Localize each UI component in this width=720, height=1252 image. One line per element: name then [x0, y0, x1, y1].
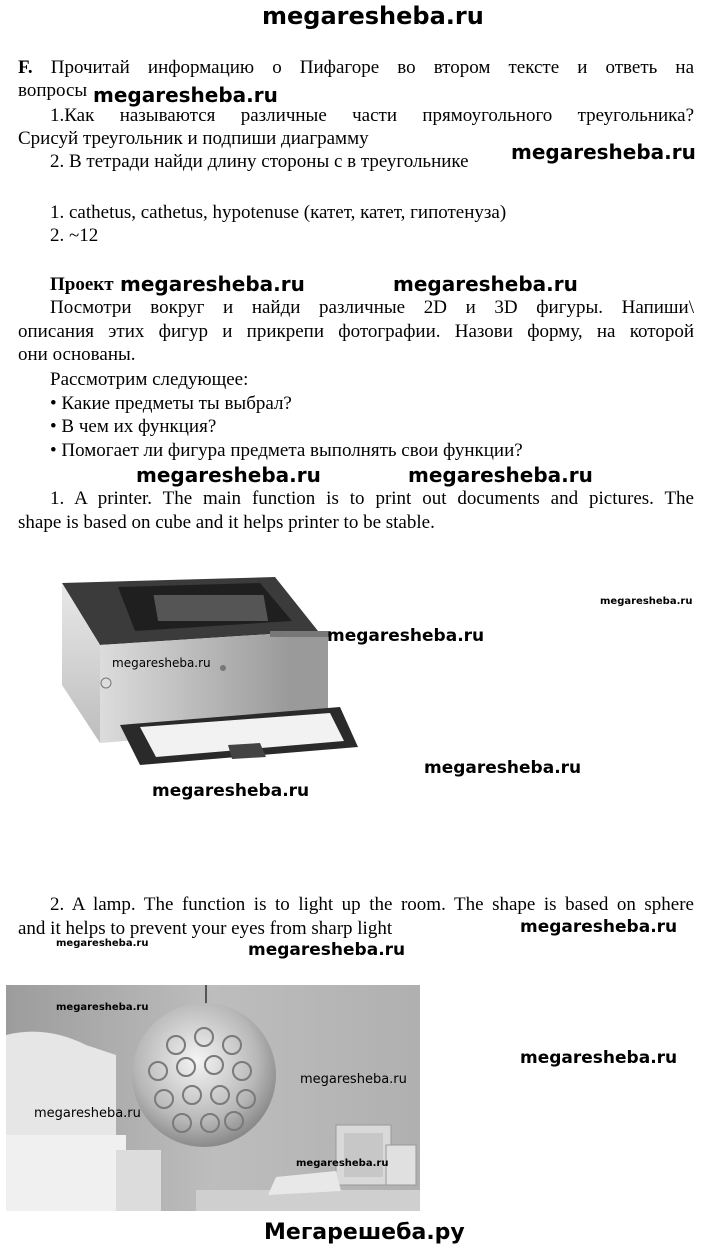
watermark: megaresheba.ru: [120, 272, 305, 296]
project-bullet: • Какие предметы ты выбрал?: [50, 393, 292, 414]
project-consider: Рассмотрим следующее:: [50, 369, 249, 390]
project-paragraph-line2: описания этих фигур и прикрепи фотографии. Назови форму, на которой: [18, 321, 694, 342]
watermark: megaresheba.ru: [520, 917, 678, 937]
header-watermark: megaresheba.ru: [262, 2, 484, 30]
question-1-line2: Срисуй треугольник и подпиши диаграмму: [18, 128, 369, 149]
watermark: megaresheba.ru: [327, 626, 485, 646]
watermark: megaresheba.ru: [248, 940, 406, 960]
watermark: megaresheba.ru: [136, 463, 321, 487]
printer-photo: [60, 575, 360, 775]
section-f-intro-line2: вопросы: [18, 80, 88, 101]
question-1-line1: 1.Как называются различные части прямоугольного треугольника?: [50, 105, 694, 126]
watermark: megaresheba.ru: [408, 463, 593, 487]
watermark: megaresheba.ru: [56, 938, 149, 949]
watermark: megaresheba.ru: [511, 140, 696, 164]
watermark: megaresheba.ru: [520, 1048, 678, 1068]
watermark: megaresheba.ru: [93, 83, 278, 107]
lamp-answer-line1: 2. A lamp. The function is to light up the room. The shape is based on sphere: [50, 894, 694, 915]
project-bullet: • В чем их функция?: [50, 416, 217, 437]
lamp-answer-line2: and it helps to prevent your eyes from sharp light: [18, 918, 393, 939]
watermark: megaresheba.ru: [300, 1072, 407, 1087]
project-bullet: • Помогает ли фигура предмета выполнять свои функции?: [50, 440, 523, 461]
sphere-lamp-photo: [6, 985, 420, 1211]
watermark: megaresheba.ru: [34, 1106, 141, 1121]
section-f-letter: F.: [18, 57, 33, 78]
watermark: megaresheba.ru: [296, 1158, 389, 1169]
question-2: 2. В тетради найди длину стороны с в треугольнике: [50, 151, 469, 172]
project-paragraph-line1: Посмотри вокруг и найди различные 2D и 3D фигуры. Напиши\: [50, 297, 694, 318]
answer-2: 2. ~12: [50, 225, 99, 246]
watermark: megaresheba.ru: [600, 596, 693, 607]
watermark: megaresheba.ru: [112, 656, 211, 670]
watermark: megaresheba.ru: [152, 781, 310, 801]
watermark: megaresheba.ru: [424, 758, 582, 778]
watermark: megaresheba.ru: [393, 272, 578, 296]
watermark: megaresheba.ru: [56, 1002, 149, 1013]
printer-answer-line1: 1. A printer. The main function is to print out documents and pictures. The: [50, 488, 694, 509]
footer-watermark: Мегарешеба.ру: [264, 1220, 465, 1245]
printer-answer-line2: shape is based on cube and it helps printer to be stable.: [18, 512, 435, 533]
project-title: Проект: [50, 274, 114, 295]
section-f-intro-text: Прочитай информацию о Пифагоре во втором тексте и ответь на: [50, 57, 694, 78]
project-paragraph-line3: они основаны.: [18, 344, 136, 365]
answer-1: 1. cathetus, cathetus, hypotenuse (катет, катет, гипотенуза): [50, 202, 507, 223]
section-f-intro: [18, 56, 694, 79]
